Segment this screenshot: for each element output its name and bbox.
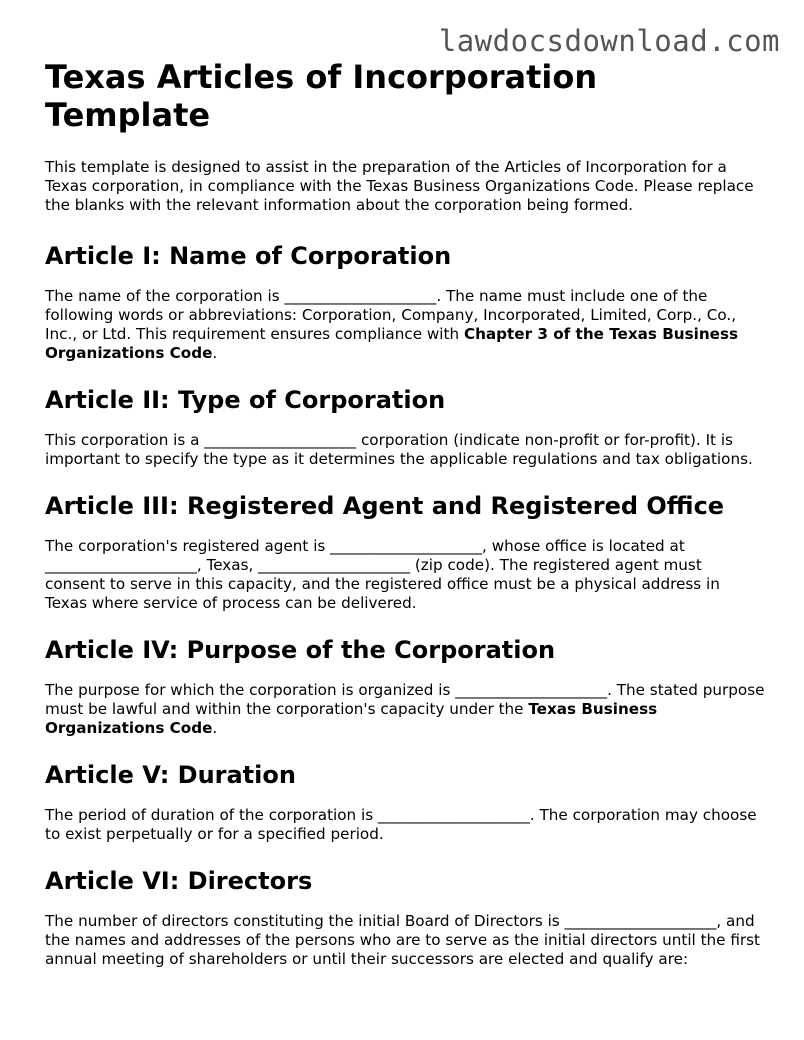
article-2-heading: Article II: Type of Corporation: [45, 386, 446, 414]
article-3-text-b: , whose office is located at: [482, 537, 685, 555]
article-5-section: [45, 760, 765, 844]
article-3-text-c: , Texas,: [196, 556, 259, 574]
article-2-text-a: This corporation is a: [45, 431, 205, 449]
article-6-heading: Article VI: Directors: [45, 867, 313, 895]
article-4-section: [45, 635, 765, 738]
document-body: [45, 58, 765, 991]
article-4-text-b: . The stated purpose must be lawful and within the corporation's capacity under the: [45, 681, 765, 718]
article-6-section: [45, 866, 765, 969]
article-4-text-c: .: [212, 719, 218, 737]
article-1-text-c: .: [212, 344, 218, 362]
corporation-name-blank: ____________________: [284, 287, 437, 305]
article-2-paragraph: [45, 431, 765, 469]
article-2-section: [45, 385, 765, 469]
article-5-text-a: The period of duration of the corporation is: [45, 806, 378, 824]
article-1-paragraph: [45, 287, 765, 363]
article-1-text-b: . The name must include one of the following words or abbreviations: Corporation, Company, Incorporated, Limited, Corp., Co., Inc., or Ltd. This requirement ensures compliance with: [45, 287, 737, 343]
article-5-text-b: . The corporation may choose to exist perpetually or for a specified period.: [45, 806, 757, 843]
directors-count-blank: ____________________: [564, 912, 717, 930]
article-3-text-d: (zip code). The registered agent must consent to serve in this capacity, and the registered office must be a physical address in Texas where service of process can be delivered.: [45, 556, 720, 612]
article-4-heading: Article IV: Purpose of the Corporation: [45, 636, 556, 664]
zip-code-blank: ____________________: [258, 556, 411, 574]
article-3-section: [45, 491, 765, 613]
intro-paragraph: This template is designed to assist in the preparation of the Articles of Incorporation for a Texas corporation, in compliance with the Texas Business Organizations Code. Please replace the blanks with the relevant information about the corporation being formed.: [45, 158, 754, 214]
article-6-text-b: , and the names and addresses of the persons who are to serve as the initial directors until the first annual meeting of shareholders or until their successors are elected and qualify are:: [45, 912, 761, 968]
article-6-text-a: The number of directors constituting the initial Board of Directors is: [45, 912, 565, 930]
article-4-text-a: The purpose for which the corporation is organized is: [45, 681, 456, 699]
purpose-blank: ____________________: [455, 681, 608, 699]
office-address-blank: ____________________: [45, 556, 197, 574]
watermark: lawdocsdownload.com: [438, 24, 780, 58]
article-4-paragraph: [45, 681, 765, 738]
article-1-section: [45, 241, 765, 363]
article-2-text-b: corporation (indicate non-profit or for-profit). It is important to specify the type as it determines the applicable regulations and tax obligations.: [45, 431, 753, 468]
document-title: Texas Articles of Incorporation Template: [45, 58, 598, 134]
article-5-paragraph: [45, 806, 765, 844]
article-4-bold-reference: Texas Business Organizations Code: [45, 700, 658, 737]
corporation-type-blank: ____________________: [204, 431, 357, 449]
article-1-text-a: The name of the corporation is: [45, 287, 285, 305]
article-3-paragraph: [45, 537, 765, 613]
article-1-bold-reference: Chapter 3 of the Texas Business Organizations Code: [45, 325, 739, 362]
article-6-paragraph: [45, 912, 765, 969]
duration-blank: ____________________: [377, 806, 530, 824]
article-5-heading: Article V: Duration: [45, 761, 296, 789]
article-1-heading: Article I: Name of Corporation: [45, 242, 452, 270]
article-3-heading: Article III: Registered Agent and Registered Office: [45, 492, 725, 520]
registered-agent-blank: ____________________: [330, 537, 483, 555]
article-3-text-a: The corporation's registered agent is: [45, 537, 331, 555]
